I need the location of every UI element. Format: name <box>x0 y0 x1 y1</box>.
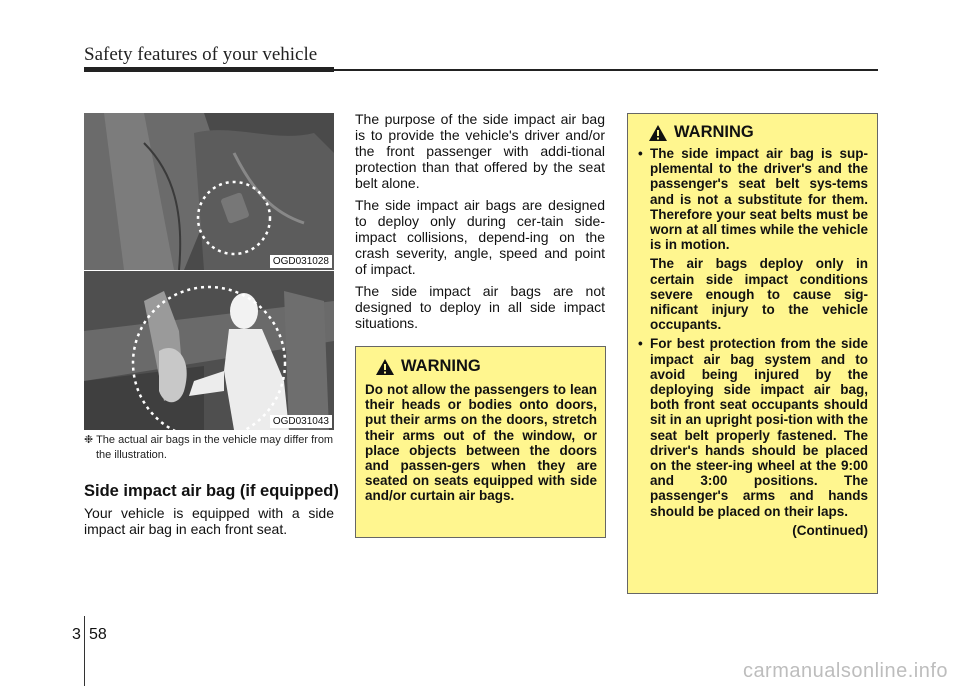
figure-seat-photo <box>84 113 334 270</box>
header-rule-thick <box>84 67 334 72</box>
figure-note: ❉ The actual air bags in the vehicle may differ from the illustration. <box>84 434 334 461</box>
paragraph-purpose: The purpose of the side impact air bag is to provide the vehicle's driver and/or the front passenger with addi-tional protection than that offered by the seat belt alone. <box>355 111 605 191</box>
warning-title: WARNING <box>674 123 754 141</box>
warning-bullet-best-protection: • For best protection from the side impact air bag system and to avoid being injured by the deploying side impact air bag, both front seat occupants should sit in an upright posi-tion with the seat belt properly fastened. The driver's hands should be placed on the steer-ing wheel at the 9:00 and 3:00 positions. The passenger's arms and hands should be placed on their laps. <box>638 336 868 518</box>
warning-box-seat-belt <box>627 113 878 594</box>
page-header-title: Safety features of your vehicle <box>84 44 318 65</box>
column2-text <box>355 111 605 337</box>
warning-header <box>648 123 868 142</box>
paragraph-not-all-impacts: The side impact air bags are not designed to deploy in all side impact situations. <box>355 283 605 331</box>
continued-label: (Continued) <box>792 522 868 538</box>
chapter-number: 3 <box>72 626 81 643</box>
warning-triangle-icon <box>648 124 668 142</box>
paragraph-deploy-conditions: The side impact air bags are designed to deploy only during cer-tain side-impact collisions, depend-ing on the crash severity, angle, speed and point of impact. <box>355 197 605 277</box>
warning-header <box>375 357 597 376</box>
warning-title: WARNING <box>401 357 481 375</box>
warning-text: Do not allow the passengers to lean their heads or bodies onto doors, put their arms on the doors, stretch their arms out of the window, or place objects between the doors and passen-gers when they are seated on seats equipped with side and/or curtain air bags. <box>365 382 597 504</box>
header-rule-thin <box>334 69 878 71</box>
warning-subparagraph-deploy: The air bags deploy only in certain side impact conditions severe enough to cause sig-nificant injury to the vehicle occupants. <box>650 256 868 333</box>
seat-illustration <box>84 113 334 270</box>
warning-bullet-supplemental: • The side impact air bag is sup-plemental to the driver's and the passenger's seat belt sys-tems and is not a substitute for them. Therefore your seat belts must be worn at all times while the vehicle is in motion. <box>638 146 868 252</box>
warning-box-passenger-position <box>355 346 606 538</box>
airbag-illustration <box>84 271 334 430</box>
footer-rule <box>84 616 85 686</box>
figure-code-top: OGD031028 <box>270 255 332 268</box>
figure-code-bottom: OGD031043 <box>270 415 332 428</box>
watermark: carmanualsonline.info <box>742 660 948 682</box>
section-heading: Side impact air bag (if equipped) <box>84 482 339 500</box>
warning-triangle-icon <box>375 358 395 376</box>
page-number: 58 <box>89 626 107 643</box>
section-intro: Your vehicle is equipped with a side impact air bag in each front seat. <box>84 505 334 537</box>
figure-airbag-photo <box>84 271 334 430</box>
